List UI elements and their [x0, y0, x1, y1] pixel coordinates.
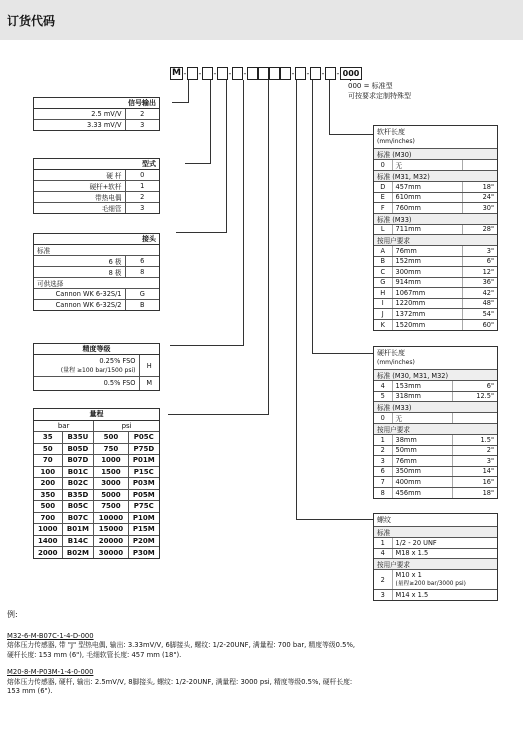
table-row [374, 487, 497, 498]
table-row [374, 413, 497, 424]
range-psi: 7500 [94, 501, 128, 513]
code-prefix: M [170, 67, 183, 80]
stem-code: 3 [374, 456, 392, 467]
page-title: 订货代码 [7, 14, 56, 28]
rod-inch: 28" [462, 224, 497, 235]
stem-mm: 318mm [392, 391, 452, 402]
table-row [374, 288, 497, 299]
table-row [374, 466, 497, 477]
thread-condition: (量程≥200 bar/3000 psi) [395, 580, 466, 587]
rod-inch: 54" [462, 309, 497, 320]
stem-std-m33: 标准 (M33) [374, 402, 497, 413]
table-row [374, 590, 497, 601]
range-col-bar: bar [34, 420, 94, 432]
table-row [374, 160, 497, 171]
range-psi: 1000 [94, 455, 128, 467]
stem-mm: 50mm [392, 445, 452, 456]
table-row [34, 299, 159, 310]
table-row [374, 246, 497, 257]
range-bar-code: B01M [62, 524, 94, 536]
table-row [34, 267, 159, 278]
range-table [33, 408, 160, 559]
table-row [34, 192, 159, 203]
example-1-code: M32-6-M-B07C-1-4-D-000 [7, 631, 94, 640]
rod-code: E [374, 192, 392, 203]
connector-title: 接头 [34, 234, 159, 245]
rod-inch: 60" [462, 319, 497, 330]
examples-section [7, 610, 512, 697]
thread-spec: M10 x 1 [395, 571, 422, 579]
example-1-line: 熔体压力传感器, 带 "J" 型热电偶, 输出: 3.33mV/V, 6脚接头, 螺纹: 1/2-20UNF, 满量程: 700 bar, 精度等级0.5%, [7, 641, 356, 649]
note-line-custom: 可按要求定制特殊型 [348, 92, 411, 100]
table-row [374, 203, 497, 214]
accuracy-table [33, 343, 160, 391]
stem-inch [452, 413, 497, 424]
stem-inch: 12.5" [452, 391, 497, 402]
range-psi-code: P05M [128, 489, 159, 501]
range-bar-code: B01C [62, 466, 94, 478]
table-row [34, 170, 159, 181]
model-code: 1 [125, 181, 159, 192]
connector-label: Cannon WK 6-32S/2 [55, 300, 122, 309]
stem-title: 硬杆长度 [377, 349, 405, 357]
stem-mm: 456mm [392, 487, 452, 498]
table-row [34, 443, 159, 455]
table-row [34, 355, 159, 377]
connector-code: B [125, 299, 159, 310]
range-psi: 15000 [94, 524, 128, 536]
example-2-code: M20-8-M-P03M-1-4-0-000 [7, 668, 94, 676]
stem-code: 6 [374, 466, 392, 477]
range-bar-code: B07D [62, 455, 94, 467]
table-row [374, 435, 497, 446]
table-row [374, 456, 497, 467]
table-row [374, 192, 497, 203]
code-dash: - [336, 68, 340, 78]
model-label: 带热电偶 [34, 192, 125, 203]
stem-custom: 按用户要求 [374, 424, 497, 435]
stem-code: 8 [380, 488, 385, 497]
accuracy-code: H [139, 355, 159, 377]
rod-code: J [374, 309, 392, 320]
code-dash: - [213, 68, 217, 78]
rod-mm: 610mm [392, 192, 462, 203]
table-row [374, 538, 497, 549]
rod-code: B [374, 256, 392, 267]
range-col-psi: psi [94, 420, 159, 432]
accuracy-title: 精度等级 [34, 344, 159, 355]
rod-inch: 24" [462, 192, 497, 203]
rod-mm: 152mm [392, 256, 462, 267]
code-suffix: 000 [340, 67, 362, 80]
example-2-line: 153 mm (6"). [7, 687, 53, 695]
range-bar: 1000 [34, 524, 62, 536]
rod-mm: 无 [392, 160, 462, 171]
rod-inch: 12" [462, 267, 497, 278]
connector-optional-label: 可供选择 [34, 278, 159, 289]
range-bar: 2000 [38, 548, 58, 557]
table-row [34, 466, 159, 478]
accuracy-label: 0.5% FSO [103, 379, 136, 388]
code-dash: - [228, 68, 232, 78]
rod-mm: 1520mm [392, 319, 462, 330]
connector-code: G [125, 289, 159, 300]
rod-code: I [374, 298, 392, 309]
range-bar: 500 [34, 501, 62, 513]
stem-mm: 350mm [392, 466, 452, 477]
range-bar-code: B35U [62, 432, 94, 444]
stem-inch: 2" [452, 445, 497, 456]
table-row [34, 535, 159, 547]
range-title: 量程 [34, 409, 159, 420]
range-psi-code: P15C [128, 466, 159, 478]
rod-inch: 6" [462, 256, 497, 267]
range-psi: 1500 [94, 466, 128, 478]
model-title: 型式 [34, 159, 159, 170]
code-slot-range [280, 67, 291, 80]
accuracy-code: M [139, 377, 159, 390]
range-psi-code: P01M [128, 455, 159, 467]
thread-spec: M14 x 1.5 [392, 590, 497, 601]
connector-table [33, 233, 160, 311]
stem-unit: (mm/inches) [377, 359, 415, 366]
range-bar: 35 [34, 432, 62, 444]
range-bar-code: B35D [62, 489, 94, 501]
code-slot-accuracy [232, 67, 243, 80]
rod-mm: 760mm [392, 203, 462, 214]
stem-code: 7 [374, 477, 392, 488]
thread-code: 3 [380, 591, 385, 599]
table-row [34, 455, 159, 467]
range-psi: 3000 [94, 478, 128, 490]
range-psi: 20000 [94, 535, 128, 547]
range-psi-code: P10M [128, 512, 159, 524]
range-bar: 700 [34, 512, 62, 524]
rod-code: K [380, 320, 385, 329]
rod-code: G [374, 277, 392, 288]
table-row [374, 548, 497, 559]
rod-std-m33: 标准 (M33) [374, 213, 497, 224]
table-row [34, 547, 159, 559]
model-label: 硬杆+软杆 [34, 181, 125, 192]
table-row [374, 570, 497, 590]
range-bar: 350 [34, 489, 62, 501]
range-psi: 5000 [94, 489, 128, 501]
model-code: 0 [125, 170, 159, 181]
model-label: 硬 杆 [34, 170, 125, 181]
table-row [374, 298, 497, 309]
signal-title: 信号输出 [34, 98, 159, 109]
example-2-line: 熔体压力传感器, 硬杆, 输出: 2.5mV/V, 8脚接头, 螺纹: 1/2-20UNF, 满量程: 3000 psi, 精度等级0.5%, 硬杆长度: [7, 677, 353, 686]
stem-code: 0 [374, 413, 392, 424]
range-bar: 70 [34, 455, 62, 467]
accuracy-condition: (量程 ≥100 bar/1500 psi) [60, 366, 136, 374]
connector-code: 8 [125, 267, 159, 278]
range-bar-code: B14C [62, 535, 94, 547]
table-row [374, 445, 497, 456]
range-psi: 500 [94, 432, 128, 444]
table-row [374, 267, 497, 278]
range-bar-code: B02M [62, 547, 94, 559]
range-bar-code: B02C [62, 478, 94, 490]
code-slot-rod [325, 67, 336, 80]
code-slot-range [247, 67, 258, 80]
header-bar [0, 0, 523, 40]
range-psi: 30000 [94, 547, 128, 559]
stem-mm: 38mm [392, 435, 452, 446]
table-row [34, 109, 159, 120]
code-dash: - [291, 68, 295, 78]
range-bar-code: B07C [62, 512, 94, 524]
connector-label: Cannon WK 6-32S/1 [34, 289, 125, 300]
range-psi-code: P15M [128, 524, 159, 536]
rod-std-m31: 标准 (M31, M32) [374, 171, 497, 182]
table-row [34, 256, 159, 267]
thread-code: 2 [374, 570, 392, 590]
rod-unit: (mm/inches) [377, 138, 415, 145]
table-row [374, 477, 497, 488]
table-row [374, 224, 497, 235]
table-row [374, 256, 497, 267]
thread-spec: 1/2 - 20 UNF [392, 538, 497, 549]
table-row [374, 319, 497, 330]
connector-standard-label: 标准 [34, 245, 159, 256]
range-bar: 1400 [34, 535, 62, 547]
model-code: 3 [125, 203, 159, 214]
stem-inch: 14" [452, 466, 497, 477]
note-line-standard: 000 = 标准型 [348, 82, 393, 90]
rod-code: F [374, 203, 392, 214]
rod-mm: 300mm [392, 267, 462, 278]
stem-std-m30: 标准 (M30, M31, M32) [374, 370, 497, 381]
stem-code: 4 [374, 381, 392, 392]
table-row [34, 478, 159, 490]
rod-inch: 18" [462, 182, 497, 193]
range-psi-code: P75C [128, 501, 159, 513]
table-row [34, 181, 159, 192]
signal-label: 3.33 mV/V [87, 120, 122, 129]
table-row [374, 182, 497, 193]
table-row [34, 512, 159, 524]
code-dash: - [306, 68, 310, 78]
code-dash: - [243, 68, 247, 78]
stem-mm: 400mm [392, 477, 452, 488]
rod-title: 软杆长度 [377, 128, 405, 136]
table-row [374, 309, 497, 320]
thread-title: 螺纹 [374, 514, 497, 527]
rod-mm: 914mm [392, 277, 462, 288]
model-table [33, 158, 160, 214]
range-psi-code: P30M [128, 547, 159, 559]
range-psi-code: P75D [128, 443, 159, 455]
thread-code: 4 [374, 548, 392, 559]
rod-inch: 3" [462, 246, 497, 257]
stem-code: 5 [374, 391, 392, 402]
example-1-line: 硬杆长度: 153 mm (6"), 毛细软管长度: 457 mm (18"). [7, 650, 182, 659]
table-row [374, 391, 497, 402]
code-dash: - [321, 68, 325, 78]
rod-inch: 36" [462, 277, 497, 288]
code-slot-range [269, 67, 280, 80]
thread-table [373, 513, 498, 601]
rod-code: 0 [374, 160, 392, 171]
stem-inch: 6" [452, 381, 497, 392]
range-psi-code: P05C [128, 432, 159, 444]
stem-inch: 1.5" [452, 435, 497, 446]
code-slot-signal [187, 67, 198, 80]
rod-code: D [374, 182, 392, 193]
stem-inch: 3" [452, 456, 497, 467]
rod-inch: 30" [462, 203, 497, 214]
rod-mm: 1220mm [392, 298, 462, 309]
rod-mm: 76mm [392, 246, 462, 257]
range-bar-code: B05C [62, 501, 94, 513]
table-row [374, 277, 497, 288]
range-bar: 100 [34, 466, 62, 478]
model-code: 2 [125, 192, 159, 203]
rod-inch: 42" [462, 288, 497, 299]
connector-code: 6 [125, 256, 159, 267]
rod-mm: 457mm [392, 182, 462, 193]
special-note-box [345, 81, 443, 111]
rod-length-table [373, 125, 498, 331]
stem-mm: 76mm [392, 456, 452, 467]
stem-inch: 16" [452, 477, 497, 488]
table-row [34, 432, 159, 444]
rod-code: L [374, 224, 392, 235]
code-slot-stem [310, 67, 321, 80]
signal-label: 2.5 mV/V [34, 109, 125, 120]
table-row [34, 489, 159, 501]
code-slot-thread [295, 67, 306, 80]
signal-output-table [33, 97, 160, 131]
rod-code: C [374, 267, 392, 278]
rod-inch: 48" [462, 298, 497, 309]
table-row [34, 289, 159, 300]
code-dash: - [198, 68, 202, 78]
rod-mm: 1067mm [392, 288, 462, 299]
code-dash: - [183, 68, 187, 78]
rod-code: A [374, 246, 392, 257]
examples-label: 例: [7, 610, 18, 619]
table-row [34, 119, 159, 130]
range-psi: 750 [94, 443, 128, 455]
connector-label: 8 极 [34, 267, 125, 278]
range-psi-code: P20M [128, 535, 159, 547]
stem-mm: 无 [392, 413, 452, 424]
code-slot-range [258, 67, 269, 80]
rod-inch [462, 160, 497, 171]
table-row [34, 524, 159, 536]
rod-mm: 711mm [392, 224, 462, 235]
thread-spec: M18 x 1.5 [392, 548, 497, 559]
stem-code: 2 [374, 445, 392, 456]
accuracy-label: 0.25% FSO [99, 356, 136, 365]
rod-code: H [374, 288, 392, 299]
rod-std-m30: 标准 (M30) [374, 149, 497, 160]
signal-code: 3 [125, 119, 159, 130]
connector-label: 6 极 [34, 256, 125, 267]
range-bar-code: B05D [62, 443, 94, 455]
code-slot-model [202, 67, 213, 80]
order-code-bar [170, 65, 362, 81]
table-row [34, 501, 159, 513]
code-slot-connector [217, 67, 228, 80]
rod-custom: 按用户要求 [374, 235, 497, 246]
stem-code: 1 [374, 435, 392, 446]
range-bar: 200 [34, 478, 62, 490]
signal-code: 2 [125, 109, 159, 120]
range-psi-code: P03M [128, 478, 159, 490]
stem-length-table [373, 346, 498, 499]
stem-inch: 18" [452, 487, 497, 498]
range-bar: 50 [34, 443, 62, 455]
range-psi: 10000 [94, 512, 128, 524]
model-label: 毛细管 [101, 205, 122, 213]
thread-custom: 按用户要求 [374, 559, 497, 570]
thread-code: 1 [374, 538, 392, 549]
thread-std: 标准 [374, 527, 497, 538]
table-row [374, 381, 497, 392]
table-row [34, 203, 159, 214]
stem-mm: 153mm [392, 381, 452, 392]
table-row [34, 377, 159, 390]
rod-mm: 1372mm [392, 309, 462, 320]
